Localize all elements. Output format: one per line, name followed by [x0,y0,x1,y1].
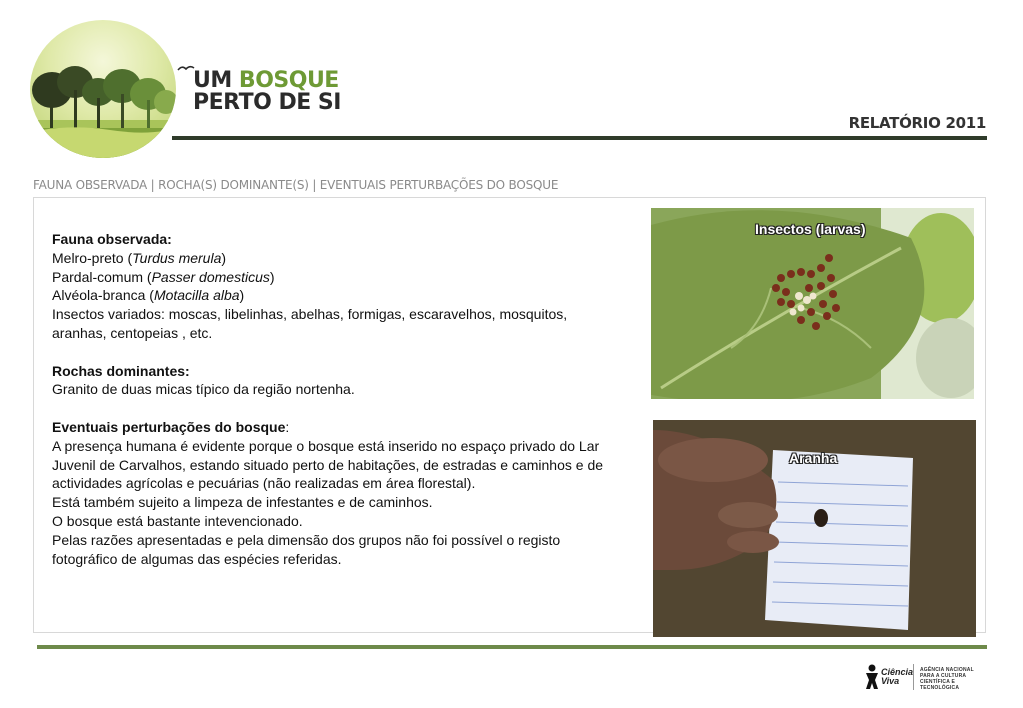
disturbances-paragraph: Pelas razões apresentadas e pela dimensão dos grupos não foi possível o registo fotográfico de algumas das espécies referidas. [52,531,561,567]
brand-perto-de-si: PERTO DE SI [193,90,341,115]
report-year: RELATÓRIO 2011 [848,114,986,132]
forest-logo-icon [30,20,176,158]
logo-wordmark: Ciência Viva [881,667,914,686]
photo-caption: Insectos (larvas) [755,221,866,237]
rocks-heading: Rochas dominantes: [52,362,190,379]
main-text: Fauna observada: Melro-preto (Turdus merula) Pardal-comum (Passer domesticus) Alvéola-branca (Motacilla alba) Insectos variados: moscas, libelinhas, abelhas, formigas, escaravelhos, mosquitos, aranhas, centopeias , etc. Rochas dominantes: Granito de duas micas típico da região nortenha. Eventuais perturbações do bosque: A presença humana é evidente porque o bosque está inserido no espaço privado do Lar Juvenil de Carvalhos, estando situado perto de habitações, de estradas e caminhos e de actividades agrícolas e pecuárias (não realizadas em área florestal). Está também sujeito a limpeza de infestantes e de caminhos. O bosque está bastante intevencionado. Pelas razões apresentadas e pela dimensão dos grupos não foi possível o registo fotográfico de algumas das espécies referidas. [52,230,612,568]
ciencia-viva-logo [863,662,983,692]
agency-name: AGÊNCIA NACIONAL PARA A CULTURA CIENTÍFICA E TECNOLÓGICA [920,667,974,691]
fauna-heading: Fauna observada: [52,231,172,247]
fauna-item: Pardal-comum (Passer domesticus) [52,268,275,285]
disturbances-heading: Eventuais perturbações do bosque [52,418,286,435]
fauna-insects: Insectos variados: moscas, libelinhas, abelhas, formigas, escaravelhos, mosquitos, aranhas, centopeias , etc. [52,306,568,341]
brand-title [193,70,341,114]
logo-separator [913,664,914,690]
disturbances-paragraph: Está também sujeito a limpeza de infestantes e de caminhos. [52,494,433,511]
brand-um: UM [193,68,239,93]
fauna-item: Alvéola-branca (Motacilla alba) [52,287,245,304]
photo-spider [653,420,976,637]
footer-divider [37,645,987,649]
header-divider [172,136,987,140]
fauna-item: Melro-preto (Turdus merula) [52,249,227,266]
forest-illustration [30,20,176,158]
person-figure-icon [863,664,881,690]
disturbances-paragraph: A presença humana é evidente porque o bosque está inserido no espaço privado do Lar Juvenil de Carvalhos, estando situado perto de habitações, de estradas e caminhos e de actividades agrícolas e pecuárias (não realizadas em área florestal). [52,437,604,492]
brand-bosque: BOSQUE [238,68,339,93]
photo-insect-larvae [651,208,974,399]
photo-caption: Aranha [789,450,838,466]
section-breadcrumb: FAUNA OBSERVADA | ROCHA(S) DOMINANTE(S) | EVENTUAIS PERTURBAÇÕES DO BOSQUE [33,178,559,192]
rocks-text: Granito de duas micas típico da região nortenha. [52,381,355,398]
disturbances-paragraph: O bosque está bastante intevencionado. [52,512,303,529]
